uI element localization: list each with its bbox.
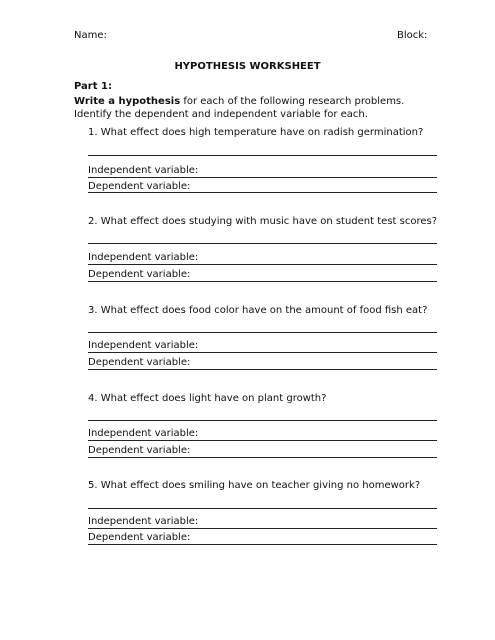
dependent-label-3: Dependent variable: <box>88 357 191 368</box>
hypothesis-line-2[interactable] <box>88 243 437 244</box>
question-2-text: 2. What effect does studying with music have on student test scores? <box>88 216 438 227</box>
instruction-emphasis: Write a hypothesis <box>74 96 181 107</box>
independent-label-2: Independent variable: <box>88 252 199 263</box>
instruction-text: for each of the following research problems. Identify the dependent and independent variable for each. <box>74 96 405 120</box>
independent-line-1[interactable] <box>88 177 437 178</box>
question-3-text: 3. What effect does food color have on the amount of food fish eat? <box>88 305 428 316</box>
name-label: Name: <box>74 30 107 41</box>
hypothesis-line-3[interactable] <box>88 332 437 333</box>
part-heading: Part 1: <box>74 81 112 92</box>
dependent-line-4[interactable] <box>88 457 437 458</box>
hypothesis-line-4[interactable] <box>88 420 437 421</box>
dependent-line-5[interactable] <box>88 544 437 545</box>
dependent-label-1: Dependent variable: <box>88 181 191 192</box>
question-1-text: 1. What effect does high temperature have on radish germination? <box>88 127 424 138</box>
independent-line-5[interactable] <box>88 528 437 529</box>
independent-line-3[interactable] <box>88 352 437 353</box>
independent-label-3: Independent variable: <box>88 340 199 351</box>
worksheet-title: HYPOTHESIS WORKSHEET <box>174 61 321 72</box>
question-4-text: 4. What effect does light have on plant growth? <box>88 393 327 404</box>
hypothesis-line-5[interactable] <box>88 508 437 509</box>
dependent-line-2[interactable] <box>88 281 437 282</box>
dependent-line-3[interactable] <box>88 369 437 370</box>
part-instruction <box>74 95 434 121</box>
question-5-text: 5. What effect does smiling have on teacher giving no homework? <box>88 480 421 491</box>
independent-line-2[interactable] <box>88 264 437 265</box>
dependent-label-4: Dependent variable: <box>88 445 191 456</box>
independent-line-4[interactable] <box>88 440 437 441</box>
independent-label-5: Independent variable: <box>88 516 199 527</box>
dependent-label-5: Dependent variable: <box>88 532 191 543</box>
dependent-line-1[interactable] <box>88 192 437 193</box>
block-label: Block: <box>397 30 428 41</box>
hypothesis-line-1[interactable] <box>88 155 437 156</box>
dependent-label-2: Dependent variable: <box>88 269 191 280</box>
independent-label-4: Independent variable: <box>88 428 199 439</box>
independent-label-1: Independent variable: <box>88 165 199 176</box>
